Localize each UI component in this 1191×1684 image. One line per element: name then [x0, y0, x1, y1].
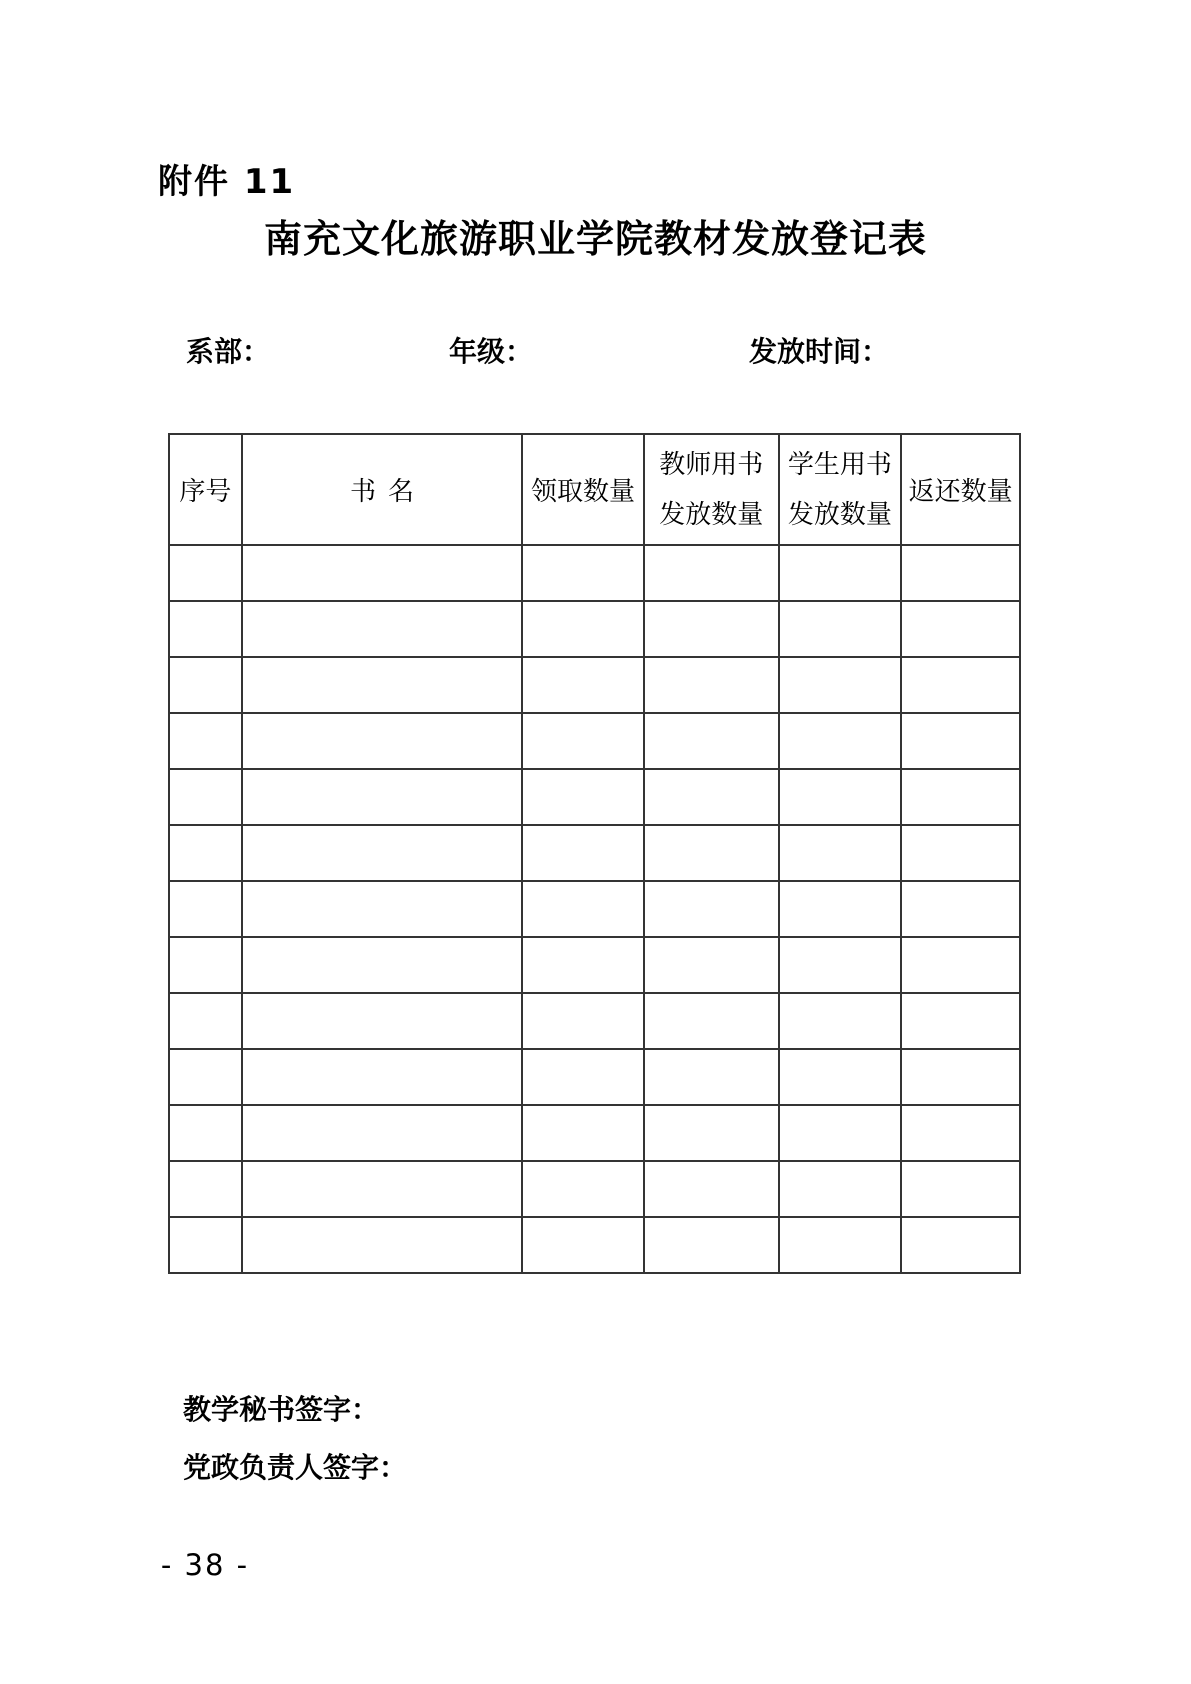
table-row — [169, 1217, 1020, 1273]
col-header-label: 返还数量 — [908, 477, 1013, 506]
empty-cell — [644, 993, 779, 1049]
empty-cell — [779, 881, 902, 937]
empty-cell — [644, 937, 779, 993]
empty-cell — [242, 769, 522, 825]
issue-time-label: 发放时间： — [749, 337, 890, 368]
empty-cell — [644, 769, 779, 825]
page-title: 南充文化旅游职业学院教材发放登记表 — [263, 217, 927, 261]
col-header-label-line1: 教师用书 — [659, 449, 764, 479]
empty-cell — [169, 825, 242, 881]
empty-cell — [901, 881, 1020, 937]
col-header-label-line1: 学生用书 — [787, 449, 892, 479]
empty-cell — [779, 937, 902, 993]
empty-cell — [169, 1049, 242, 1105]
table-row — [169, 993, 1020, 1049]
empty-cell — [242, 1049, 522, 1105]
table-row — [169, 657, 1020, 713]
empty-cell — [169, 1105, 242, 1161]
empty-cell — [644, 1105, 779, 1161]
empty-cell — [169, 1161, 242, 1217]
empty-cell — [644, 1217, 779, 1273]
empty-cell — [901, 1161, 1020, 1217]
empty-cell — [242, 601, 522, 657]
empty-cell — [522, 1161, 644, 1217]
empty-cell — [242, 881, 522, 937]
empty-cell — [522, 937, 644, 993]
empty-cell — [644, 545, 779, 601]
empty-cell — [242, 825, 522, 881]
empty-cell — [901, 937, 1020, 993]
department-label: 系部： — [186, 337, 271, 368]
empty-cell — [779, 993, 902, 1049]
table-row — [169, 825, 1020, 881]
empty-cell — [522, 881, 644, 937]
empty-cell — [644, 825, 779, 881]
table-row — [169, 769, 1020, 825]
empty-cell — [169, 545, 242, 601]
table-row — [169, 1161, 1020, 1217]
empty-cell — [522, 657, 644, 713]
page-number: - 38 - — [160, 1548, 250, 1582]
col-header-returned-quantity — [901, 434, 1020, 545]
col-header-label-line2: 发放数量 — [659, 499, 764, 529]
table-row — [169, 545, 1020, 601]
empty-cell — [522, 545, 644, 601]
empty-cell — [169, 657, 242, 713]
teaching-secretary-signature-label: 教学秘书签字： — [183, 1395, 380, 1426]
table-header-row — [169, 434, 1020, 545]
empty-cell — [901, 601, 1020, 657]
empty-cell — [522, 1217, 644, 1273]
col-header-label: 领取数量 — [530, 477, 635, 506]
empty-cell — [522, 1049, 644, 1105]
empty-cell — [522, 825, 644, 881]
empty-cell — [169, 993, 242, 1049]
empty-cell — [522, 993, 644, 1049]
table-row — [169, 601, 1020, 657]
empty-cell — [242, 1161, 522, 1217]
empty-cell — [779, 1217, 902, 1273]
col-header-label: 序号 — [179, 477, 232, 506]
empty-cell — [242, 993, 522, 1049]
empty-cell — [242, 545, 522, 601]
empty-cell — [901, 825, 1020, 881]
table-row — [169, 1049, 1020, 1105]
empty-cell — [901, 993, 1020, 1049]
empty-cell — [644, 1161, 779, 1217]
col-header-book-name — [242, 434, 522, 545]
empty-cell — [644, 657, 779, 713]
empty-cell — [242, 657, 522, 713]
empty-cell — [901, 657, 1020, 713]
empty-cell — [522, 1105, 644, 1161]
empty-cell — [644, 1049, 779, 1105]
col-header-label: 书名 — [349, 477, 426, 506]
empty-cell — [169, 769, 242, 825]
empty-cell — [169, 713, 242, 769]
col-header-student-book-quantity — [779, 434, 902, 545]
col-header-received-quantity — [522, 434, 644, 545]
empty-cell — [779, 657, 902, 713]
col-header-serial-number — [169, 434, 242, 545]
empty-cell — [901, 1049, 1020, 1105]
empty-cell — [242, 1105, 522, 1161]
table-row — [169, 881, 1020, 937]
empty-cell — [169, 937, 242, 993]
col-header-teacher-book-quantity — [644, 434, 779, 545]
empty-cell — [522, 601, 644, 657]
col-header-label-line2: 发放数量 — [787, 499, 892, 529]
empty-cell — [242, 713, 522, 769]
empty-cell — [169, 881, 242, 937]
empty-cell — [901, 769, 1020, 825]
party-admin-leader-signature-label: 党政负责人签字： — [183, 1453, 408, 1484]
empty-cell — [779, 825, 902, 881]
empty-cell — [644, 881, 779, 937]
empty-cell — [644, 713, 779, 769]
empty-cell — [901, 1105, 1020, 1161]
empty-cell — [644, 601, 779, 657]
empty-cell — [779, 1105, 902, 1161]
empty-cell — [169, 1217, 242, 1273]
attachment-number-label: 附件 11 — [158, 162, 296, 202]
table-row — [169, 937, 1020, 993]
empty-cell — [242, 937, 522, 993]
table-row — [169, 713, 1020, 769]
empty-cell — [779, 545, 902, 601]
empty-cell — [779, 1161, 902, 1217]
empty-cell — [522, 713, 644, 769]
table-body — [169, 545, 1020, 1273]
empty-cell — [901, 1217, 1020, 1273]
empty-cell — [779, 1049, 902, 1105]
empty-cell — [242, 1217, 522, 1273]
table-row — [169, 1105, 1020, 1161]
empty-cell — [901, 713, 1020, 769]
empty-cell — [169, 601, 242, 657]
empty-cell — [779, 713, 902, 769]
grade-label: 年级： — [449, 337, 534, 368]
empty-cell — [779, 769, 902, 825]
empty-cell — [522, 769, 644, 825]
empty-cell — [901, 545, 1020, 601]
empty-cell — [779, 601, 902, 657]
registration-table — [168, 433, 1021, 1274]
